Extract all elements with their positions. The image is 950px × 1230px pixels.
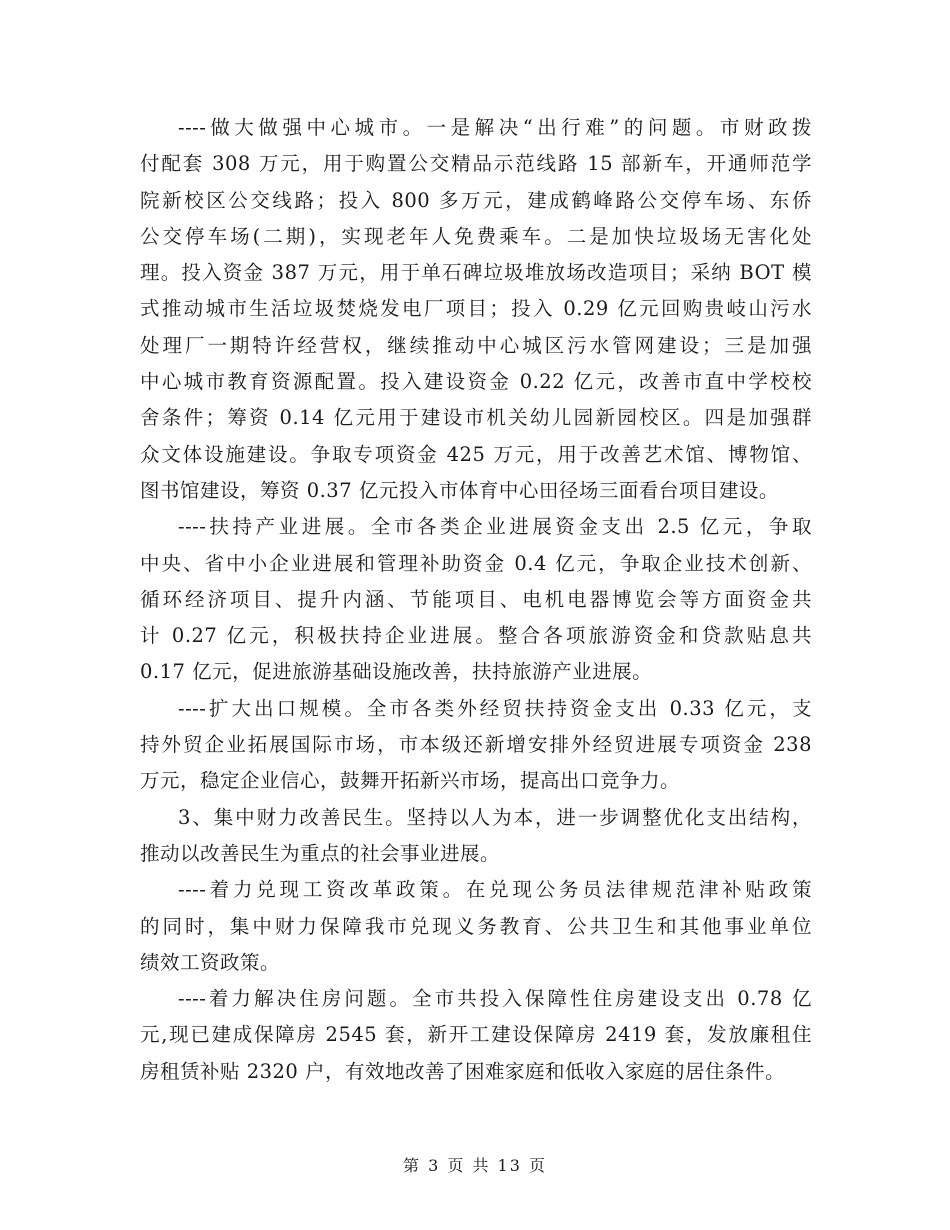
page-number-footer: 第 3 页 共 13 页 (403, 1156, 547, 1175)
paragraph-line: 计 0.27 亿元，积极扶持企业进展。整合各项旅游资金和贷款贴息共 (140, 624, 812, 648)
paragraph-line: ----扶持产业进展。全市各类企业进展资金支出 2.5 亿元，争取 (178, 515, 812, 539)
paragraph-line: 的同时，集中财力保障我市兑现义务教育、公共卫生和其他事业单位 (140, 914, 812, 938)
document-body (140, 110, 812, 1090)
paragraph-line: 舍条件；筹资 0.14 亿元用于建设市机关幼儿园新园校区。四是加强群 (140, 406, 812, 430)
paragraph-line: 房租赁补贴 2320 户，有效地改善了困难家庭和低收入家庭的居住条件。 (140, 1059, 786, 1083)
paragraph-line: 众文体设施建设。争取专项资金 425 万元，用于改善艺术馆、博物馆、 (140, 442, 812, 466)
paragraph-line: ----着力解决住房问题。全市共投入保障性住房建设支出 0.78 亿 (178, 987, 812, 1011)
paragraph-line: 中心城市教育资源配置。投入建设资金 0.22 亿元，改善市直中学校校 (140, 370, 812, 394)
paragraph-line: 万元，稳定企业信心，鼓舞开拓新兴市场，提高出口竞争力。 (140, 769, 681, 793)
paragraph-line: ----着力兑现工资改革政策。在兑现公务员法律规范津补贴政策 (178, 878, 812, 902)
paragraph-line: 循环经济项目、提升内涵、节能项目、电机电器博览会等方面资金共 (140, 587, 812, 611)
paragraph-line: 3、集中财力改善民生。坚持以人为本，进一步调整优化支出结构， (178, 805, 812, 829)
paragraph-line: ----做大做强中心城市。一是解决“出行难”的问题。市财政拨 (178, 116, 812, 139)
paragraph-line: ----扩大出口规模。全市各类外经贸扶持资金支出 0.33 亿元，支 (178, 696, 812, 720)
paragraph-line: 0.17 亿元，促进旅游基础设施改善，扶持旅游产业进展。 (140, 660, 653, 684)
paragraph-line: 持外贸企业拓展国际市场，市本级还新增安排外经贸进展专项资金 238 (140, 733, 812, 757)
paragraph-line: 中央、省中小企业进展和管理补助资金 0.4 亿元，争取企业技术创新、 (140, 551, 812, 575)
paragraph-line: 理。投入资金 387 万元，用于单石碑垃圾堆放场改造项目；采纳 BOT 模 (140, 261, 812, 285)
paragraph-line: 元,现已建成保障房 2545 套，新开工建设保障房 2419 套，发放廉租住 (140, 1023, 812, 1047)
paragraph-line: 公交停车场(二期)，实现老年人免费乘车。二是加快垃圾场无害化处 (140, 224, 812, 248)
paragraph-line: 推动以改善民生为重点的社会事业进展。 (140, 841, 501, 865)
paragraph-line: 绩效工资政策。 (140, 950, 281, 974)
paragraph-line: 院新校区公交线路；投入 800 多万元，建成鹤峰路公交停车场、东侨 (140, 188, 812, 212)
paragraph-line: 付配套 308 万元，用于购置公交精品示范线路 15 部新车，开通师范学 (140, 152, 812, 176)
paragraph-line: 处理厂一期特许经营权，继续推动中心城区污水管网建设；三是加强 (140, 333, 812, 357)
paragraph-line: 图书馆建设，筹资 0.37 亿元投入市体育中心田径场三面看台项目建设。 (140, 478, 779, 502)
paragraph-line: 式推动城市生活垃圾焚烧发电厂项目；投入 0.29 亿元回购贵岐山污水 (140, 297, 812, 321)
